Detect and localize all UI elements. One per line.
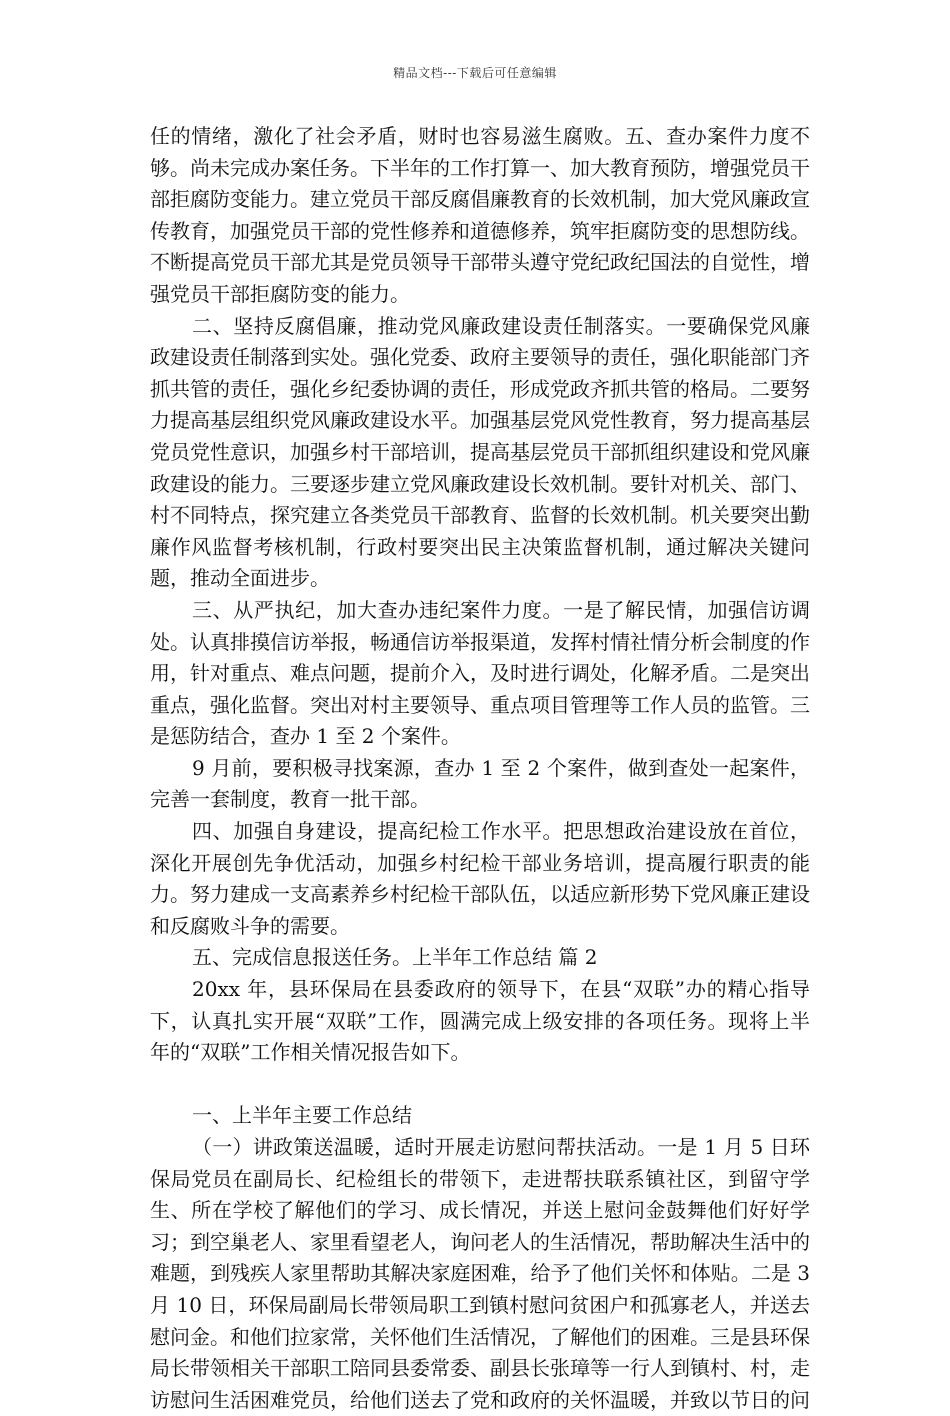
paragraph-section-five: 五、完成信息报送任务。上半年工作总结 篇 2 [192,945,598,970]
paragraph-continuation: 任的情绪，激化了社会矛盾，财时也容易滋生腐败。五、查办案件力度不够。尚未完成办案任务。下半年的工作打算一、加大教育预防，增强党员干部拒腐防变能力。建立党员干部反腐倡廉教育的长效机制，加大党风廉政宣传教育，加强党员干部的党性修养和道德修养，筑牢拒腐防变的思想防线。不断提高党员干部尤其是党员领导干部带头遵守党纪政纪国法的自觉性，增强党员干部拒腐防变的能力。 [150,124,810,306]
page-header: 精品文档---下载后可任意编辑 [393,66,557,80]
paragraph-section-two: 二、坚持反腐倡廉，推动党风廉政建设责任制落实。一要确保党风廉政建设责任制落到实处。强化党委、政府主要领导的责任，强化职能部门齐抓共管的责任，强化乡纪委协调的责任，形成党政齐抓共管的格局。二要努力提高基层组织党风廉政建设水平。加强基层党风党性教育，努力提高基层党员党性意识，加强乡村干部培训，提高基层党员干部抓组织建设和党风廉政建设的能力。三要逐步建立党风廉政建设长效机制。要针对机关、部门、村不同特点，探究建立各类党员干部教育、监督的长效机制。机关要突出勤廉作风监督考核机制，行政村要突出民主决策监督机制，通过解决关键问题，推动全面进步。 [150,313,810,591]
paragraph-visits: （一）讲政策送温暖，适时开展走访慰问帮扶活动。一是 1 月 5 日环保局党员在副局长、纪检组长的带领下，走进帮扶联系镇社区，到留守学生、所在学校了解他们的学习、成长情况，并送上慰问金鼓舞他们好好学习；到空巢老人、家里看望老人，询问老人的生活情况，帮助解决生活中的难题，到残疾人家里帮助其解决家庭困难，给予了他们关怀和体贴。二是 3 月 10 日，环保局副局长带领局职工到镇村慰问贫困户和孤寡老人，并送去慰问金。和他们拉家常，关怀他们生活情况，了解他们的困难。三是县环保局长带领相关干部职工陪同县委常委、副县长张璋等一行人到镇村、村，走访慰问生活困难党员，给他们送去了党和政府的关怀温暖，并致以节日的问 [150,1135,810,1412]
paragraph-section-three: 三、从严执纪，加大查办违纪案件力度。一是了解民情，加强信访调处。认真排摸信访举报，畅通信访举报渠道，发挥村情社情分析会制度的作用，针对重点、难点问题，提前介入，及时进行调处，化解矛盾。二是突出重点，强化监督。突出对村主要领导、重点项目管理等工作人员的监管。三是惩防结合，查办 1 至 2 个案件。 [150,597,810,749]
paragraph-case-plan: 9 月前，要积极寻找案源，查办 1 至 2 个案件，做到查处一起案件，完善一套制度，教育一批干部。 [150,755,810,812]
paragraph-section-four: 四、加强自身建设，提高纪检工作水平。把思想政治建设放在首位，深化开展创先争优活动，加强乡村纪检干部业务培训，提高履行职责的能力。努力建成一支高素养乡村纪检干部队伍，以适应新形势下党风廉正建设和反腐败斗争的需要。 [150,819,810,938]
blank-line [150,1069,810,1101]
section-heading: 一、上半年主要工作总结 [192,1103,412,1128]
paragraph-report-intro: 20xx 年，县环保局在县委政府的领导下，在县“双联”办的精心指导下，认真扎实开展“双联”工作，圆满完成上级安排的各项任务。现将上半年的“双联”工作相关情况报告如下。 [150,977,810,1065]
document-body [150,121,810,1416]
